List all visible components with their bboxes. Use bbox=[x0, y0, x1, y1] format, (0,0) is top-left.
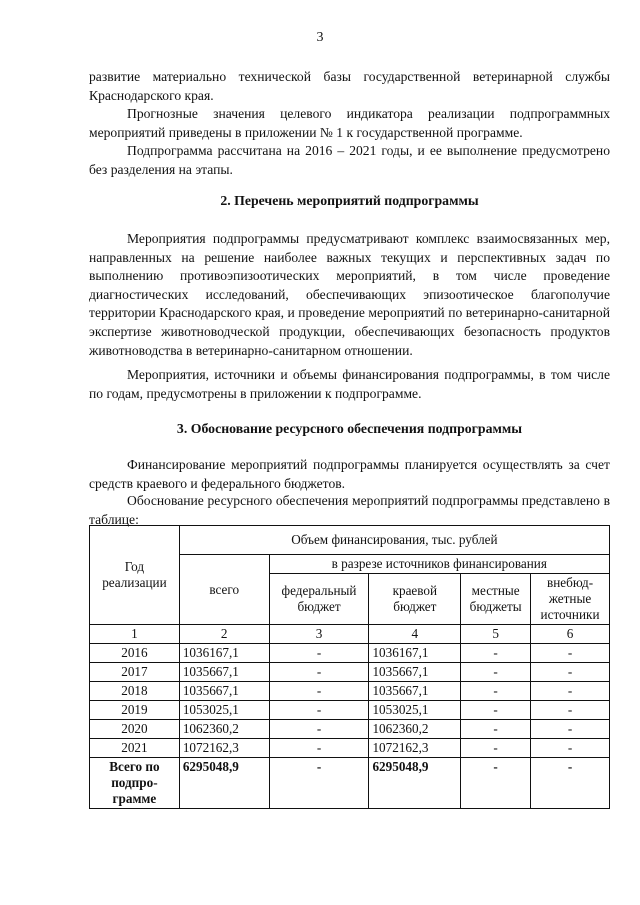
cell-total: 1062360,2 bbox=[179, 720, 269, 739]
table-header-row bbox=[90, 526, 610, 555]
cell-federal: - bbox=[269, 739, 369, 758]
column-number: 1 bbox=[90, 625, 180, 644]
header-federal: федеральный бюджет bbox=[269, 574, 369, 625]
cell-total: 1053025,1 bbox=[179, 701, 269, 720]
cell-regional: 6295048,9 bbox=[369, 758, 461, 809]
section-heading-2: 2. Перечень мероприятий подпрограммы bbox=[220, 193, 479, 208]
cell-regional: 1072162,3 bbox=[369, 739, 461, 758]
cell-federal: - bbox=[269, 663, 369, 682]
cell-total: 6295048,9 bbox=[179, 758, 269, 809]
column-number: 5 bbox=[461, 625, 531, 644]
cell-total: 1035667,1 bbox=[179, 663, 269, 682]
cell-federal: - bbox=[269, 701, 369, 720]
cell-extra: - bbox=[531, 644, 610, 663]
cell-regional: 1036167,1 bbox=[369, 644, 461, 663]
cell-total: 1035667,1 bbox=[179, 682, 269, 701]
cell-year: 2019 bbox=[90, 701, 180, 720]
cell-extra: - bbox=[531, 701, 610, 720]
cell-year: 2017 bbox=[90, 663, 180, 682]
header-sources: в разрезе источников финансирования bbox=[269, 555, 609, 574]
table-column-numbers-row bbox=[90, 625, 610, 644]
header-volume: Объем финансирования, тыс. рублей bbox=[179, 526, 609, 555]
paragraph-funding-sources: Мероприятия, источники и объемы финансирования подпрограммы, в том числе по годам, предусмотрены в приложении к подпрограмме. bbox=[89, 367, 610, 401]
table-row bbox=[90, 739, 610, 758]
section-heading-3: 3. Обоснование ресурсного обеспечения подпрограммы bbox=[176, 421, 523, 436]
cell-extra: - bbox=[531, 758, 610, 809]
cell-regional: 1062360,2 bbox=[369, 720, 461, 739]
cell-extra: - bbox=[531, 720, 610, 739]
cell-extra: - bbox=[531, 682, 610, 701]
cell-local: - bbox=[461, 739, 531, 758]
cell-year: 2020 bbox=[90, 720, 180, 739]
cell-federal: - bbox=[269, 682, 369, 701]
paragraph-measures: Мероприятия подпрограммы предусматривают комплекс взаимосвязанных мер, направленных на решение наиболее важных текущих и перспективных задач по выполнению противоэпизоотических мероприятий, в том числе проведение диагностических исследований, обеспечивающих эпизоотическое благополучие территории Краснодарского края, и проведение мероприятий по ветеринарно-санитарной экспертизе животноводческой продукции, обеспечивающих безопасность продуктов животноводства в ветеринарно-санитарном отношении. bbox=[89, 231, 610, 358]
cell-federal: - bbox=[269, 758, 369, 809]
paragraph-period: Подпрограмма рассчитана на 2016 – 2021 годы, и ее выполнение предусмотрено без разделения на этапы. bbox=[89, 143, 610, 177]
table-row bbox=[90, 663, 610, 682]
paragraph-continuation: развитие материально технической базы государственной ветеринарной службы Краснодарского края. bbox=[89, 69, 610, 103]
cell-local: - bbox=[461, 720, 531, 739]
cell-extra: - bbox=[531, 739, 610, 758]
cell-federal: - bbox=[269, 644, 369, 663]
cell-total: 1072162,3 bbox=[179, 739, 269, 758]
column-number: 6 bbox=[531, 625, 610, 644]
table-total-row bbox=[90, 758, 610, 809]
column-number: 4 bbox=[369, 625, 461, 644]
table-row bbox=[90, 682, 610, 701]
cell-local: - bbox=[461, 682, 531, 701]
cell-local: - bbox=[461, 644, 531, 663]
cell-total: 1036167,1 bbox=[179, 644, 269, 663]
cell-local: - bbox=[461, 663, 531, 682]
financing-table bbox=[89, 525, 610, 809]
column-number: 2 bbox=[179, 625, 269, 644]
cell-regional: 1053025,1 bbox=[369, 701, 461, 720]
table-row bbox=[90, 720, 610, 739]
header-total: всего bbox=[179, 555, 269, 625]
cell-total-label: Всего по подпро-грамме bbox=[90, 758, 180, 809]
column-number: 3 bbox=[269, 625, 369, 644]
cell-regional: 1035667,1 bbox=[369, 682, 461, 701]
header-year: Год реализации bbox=[90, 526, 180, 625]
cell-regional: 1035667,1 bbox=[369, 663, 461, 682]
page-number: 3 bbox=[316, 30, 324, 45]
cell-year: 2016 bbox=[90, 644, 180, 663]
header-regional: краевой бюджет bbox=[369, 574, 461, 625]
table-row bbox=[90, 644, 610, 663]
cell-federal: - bbox=[269, 720, 369, 739]
cell-year: 2018 bbox=[90, 682, 180, 701]
table-row bbox=[90, 701, 610, 720]
header-extra: внебюд-жетные источники bbox=[531, 574, 610, 625]
cell-extra: - bbox=[531, 663, 610, 682]
paragraph-target-indicator: Прогнозные значения целевого индикатора реализации подпрограммных мероприятий приведены в приложении № 1 к государственной программе. bbox=[89, 106, 610, 140]
paragraph-table-intro: Обоснование ресурсного обеспечения мероприятий подпрограммы представлено в таблице: bbox=[89, 493, 610, 527]
cell-year: 2021 bbox=[90, 739, 180, 758]
paragraph-financing: Финансирование мероприятий подпрограммы планируется осуществлять за счет средств краевого и федерального бюджетов. bbox=[89, 457, 610, 491]
cell-local: - bbox=[461, 758, 531, 809]
cell-local: - bbox=[461, 701, 531, 720]
header-local: местные бюджеты bbox=[461, 574, 531, 625]
